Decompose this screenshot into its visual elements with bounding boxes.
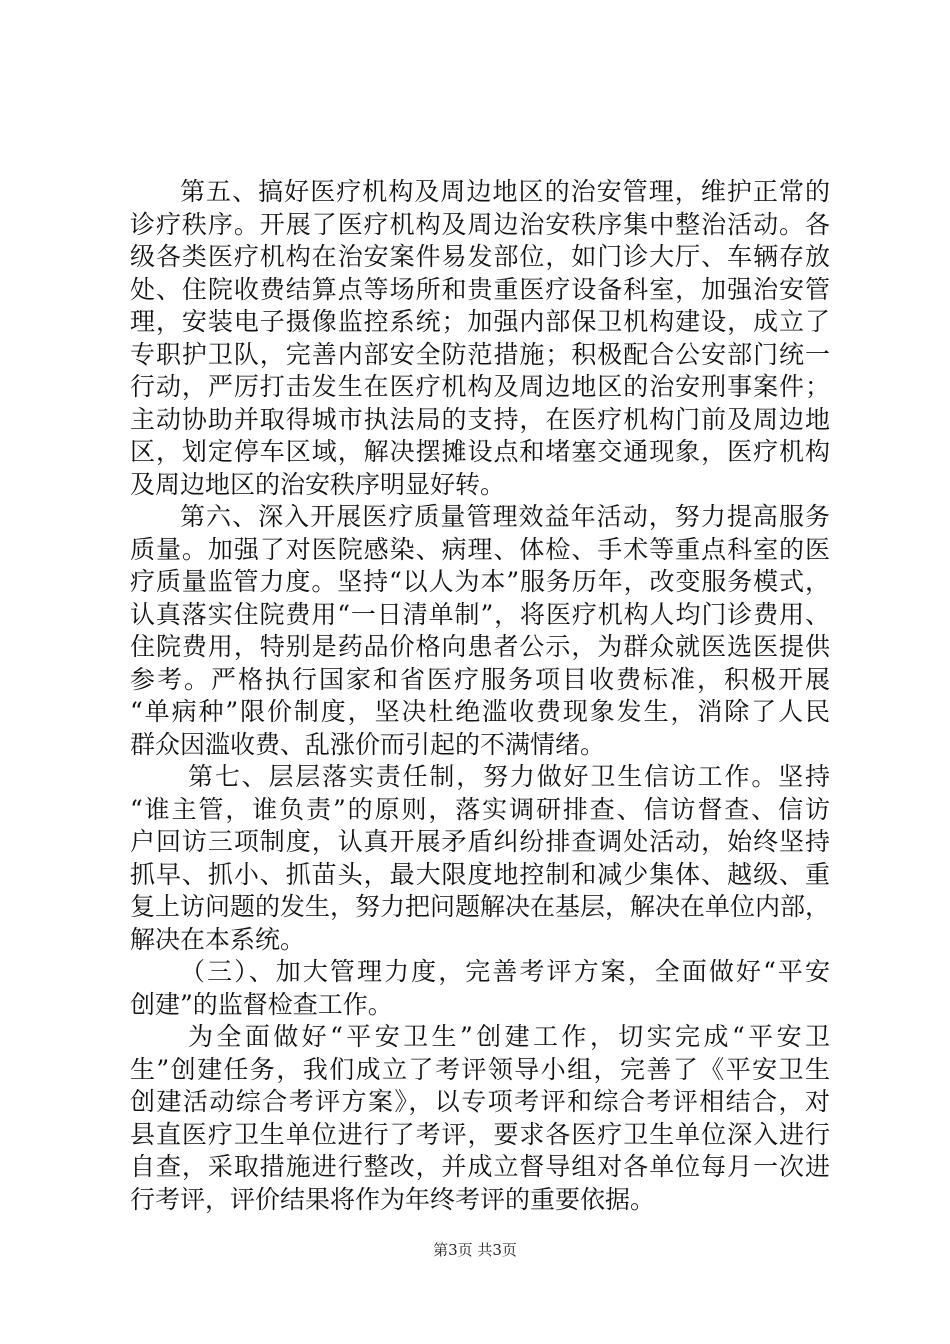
text-line: “单病种”限价制度，坚决杜绝滥收费现象发生，消除了人民 [130,697,830,726]
text-line: 复上访问题的发生，努力把问题解决在基层，解决在单位内部， [130,892,831,921]
text-line: 创建”的监督检查工作。 [130,989,393,1019]
text-line: 创建活动综合考评方案》，以专项考评和综合考评相结合，对 [130,1087,830,1116]
body-text [130,176,830,1216]
text-line: 第七、层层落实责任制，努力做好卫生信访工作。坚持 [188,762,830,791]
paragraph-5 [130,176,830,501]
text-line: 区，划定停车区域，解决摆摊设点和堵塞交通现象，医疗机构 [130,437,830,466]
text-line: 群众因滥收费、乱涨价而引起的不满情绪。 [130,729,606,759]
text-line: 专职护卫队，完善内部安全防范措施；积极配合公安部门统一 [130,339,830,369]
text-line: （三）、加大管理力度，完善考评方案，全面做好“平安 [180,957,830,986]
text-line: 及周边地区的治安秩序明显好转。 [130,469,506,499]
text-line: 自查，采取措施进行整改，并成立督导组对各单位每月一次进 [130,1152,830,1181]
text-line: 处、住院收费结算点等场所和贵重医疗设备科室，加强治安管 [130,274,830,304]
text-line: 为全面做好“平安卫生”创建工作，切实完成“平安卫 [188,1022,830,1051]
paragraph-7 [130,761,830,956]
text-line: 户回访三项制度，认真开展矛盾纠纷排查调处活动，始终坚持 [130,827,830,856]
text-line: 第六、深入开展医疗质量管理效益年活动，努力提高服务 [180,502,830,531]
text-line: 住院费用，特别是药品价格向患者公示，为群众就医选医提供 [130,632,830,661]
text-line: 认真落实住院费用“一日清单制”，将医疗机构人均门诊费用、 [130,599,830,629]
text-line: 生”创建任务，我们成立了考评领导小组，完善了《平安卫生 [130,1054,830,1084]
text-line: 诊疗秩序。开展了医疗机构及周边治安秩序集中整治活动。各 [130,209,830,239]
text-line: “谁主管，谁负责”的原则，落实调研排查、信访督查、信访 [130,794,830,824]
text-line: 参考。严格执行国家和省医疗服务项目收费标准，积极开展 [130,664,830,694]
text-line: 质量。加强了对医院感染、病理、体检、手术等重点科室的医 [130,534,830,564]
paragraph-assessment [130,1021,830,1216]
page-footer [0,1240,950,1260]
text-line: 县直医疗卫生单位进行了考评，要求各医疗卫生单位深入进行 [130,1119,830,1149]
paragraph-6 [130,501,830,761]
text-line: 疗质量监管力度。坚持“以人为本”服务历年，改变服务模式， [130,567,830,596]
text-line: 解决在本系统。 [130,924,306,954]
text-line: 主动协助并取得城市执法局的支持，在医疗机构门前及周边地 [130,404,830,434]
text-line: 抓早、抓小、抓苗头，最大限度地控制和减少集体、越级、重 [130,859,830,889]
text-line: 级各类医疗机构在治安案件易发部位，如门诊大厅、车辆存放 [130,242,830,271]
page-number: 第3页 共3页 [433,1241,517,1259]
text-line: 行动，严厉打击发生在医疗机构及周边地区的治安刑事案件； [130,372,830,401]
section-heading-3 [130,956,830,1021]
text-line: 行考评，评价结果将作为年终考评的重要依据。 [130,1184,656,1214]
text-line: 理，安装电子摄像监控系统；加强内部保卫机构建设，成立了 [130,307,830,336]
text-line: 第五、搞好医疗机构及周边地区的治安管理，维护正常的 [180,177,830,206]
